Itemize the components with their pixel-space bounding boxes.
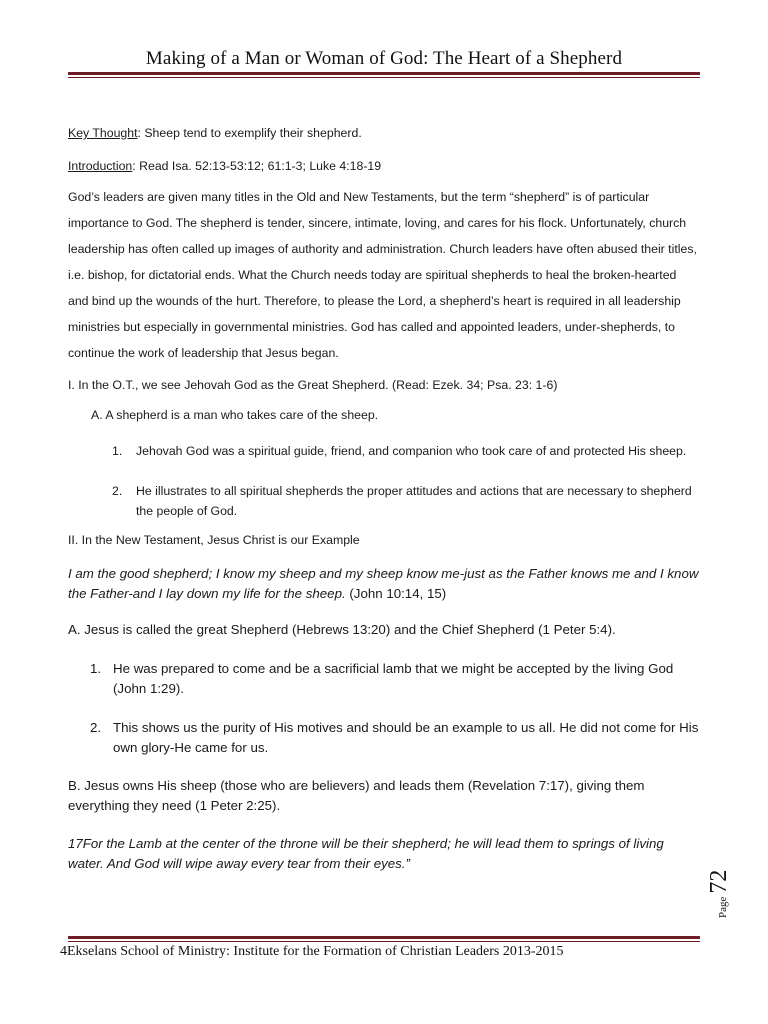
section-2-point-b: B. Jesus owns His sheep (those who are believers) and leads them (Revelation 7:17), giving them everything they need (1 Peter 2:25). bbox=[68, 778, 645, 814]
list-item-text: He was prepared to come and be a sacrificial lamb that we might be accepted by the living God (John 1:29). bbox=[113, 661, 674, 697]
scripture-quote-text: I am the good shepherd; I know my sheep and my sheep know me-just as the Father knows me and I know the Father-and I lay down my life for the sheep. bbox=[68, 566, 699, 602]
section-1-heading: I. In the O.T., we see Jehovah God as the Great Shepherd. (Read: Ezek. 34; Psa. 23: 1-6) bbox=[68, 378, 558, 393]
list-item-number: 1. bbox=[112, 444, 123, 459]
header-rule bbox=[68, 72, 700, 78]
list-item-text: He illustrates to all spiritual shepherds the proper attitudes and actions that are necessary to shepherd the people of God. bbox=[136, 484, 692, 519]
list-item-text: This shows us the purity of His motives and should be an example to us all. He did not come for His own glory-He came for us. bbox=[113, 720, 699, 756]
scripture-quote bbox=[68, 564, 700, 604]
scripture-quote-reference: (John 10:14, 15) bbox=[345, 586, 447, 602]
footer-rule bbox=[68, 936, 700, 942]
list-item-number: 2. bbox=[90, 720, 102, 736]
list-item bbox=[68, 718, 700, 758]
document-body bbox=[68, 124, 700, 874]
document-header-title: Making of a Man or Woman of God: The Heart of a Shepherd bbox=[145, 48, 623, 69]
section-1-point-a: A. A shepherd is a man who takes care of the sheep. bbox=[91, 408, 379, 423]
introduction-line bbox=[68, 157, 700, 176]
page-number: 72 bbox=[706, 869, 732, 894]
list-item bbox=[68, 441, 700, 461]
key-thought-text: : Sheep tend to exemplify their shepherd. bbox=[137, 126, 362, 140]
key-thought bbox=[68, 124, 700, 143]
page-label: Page bbox=[717, 896, 729, 918]
list-item-number: 1. bbox=[90, 661, 102, 677]
page-number-stamp bbox=[706, 870, 733, 918]
revelation-quote: 17For the Lamb at the center of the throne will be their shepherd; he will lead them to springs of living water. And God will wipe away every tear from their eyes.” bbox=[68, 836, 664, 872]
section-2-point-a: A. Jesus is called the great Shepherd (Hebrews 13:20) and the Chief Shepherd (1 Peter 5:4). bbox=[68, 622, 616, 638]
introduction-label: Introduction bbox=[68, 159, 133, 174]
list-item-text: Jehovah God was a spiritual guide, friend, and companion who took care of and protected His sheep. bbox=[136, 444, 687, 459]
key-thought-label: Key Thought bbox=[68, 126, 138, 140]
document-footer: 4Ekselans School of Ministry: Institute for the Formation of Christian Leaders 2013-2015 bbox=[60, 944, 564, 959]
list-item-number: 2. bbox=[112, 484, 123, 499]
list-item bbox=[68, 481, 700, 521]
introduction-text: : Read Isa. 52:13-53:12; 61:1-3; Luke 4:18-19 bbox=[132, 159, 382, 174]
list-item bbox=[68, 659, 700, 699]
introduction-paragraph: God’s leaders are given many titles in the Old and New Testaments, but the term “shepherd” is of particular importance to God. The shepherd is tender, sincere, intimate, loving, and cares for his flock. Unfortunately, church leadership has often called up images of authority and administration. Church leaders have often abused their titles, i.e. bishop, for dictatorial ends. What the Church needs today are spiritual shepherds to heal the broken-hearted and bind up the wounds of the hurt. Therefore, to please the Lord, a shepherd’s heart is required in all leadership ministries but especially in governmental ministries. God has called and appointed leaders, under-shepherds, to continue the work of leadership that Jesus began. bbox=[68, 190, 697, 361]
section-2-heading: II. In the New Testament, Jesus Christ is our Example bbox=[68, 533, 360, 548]
